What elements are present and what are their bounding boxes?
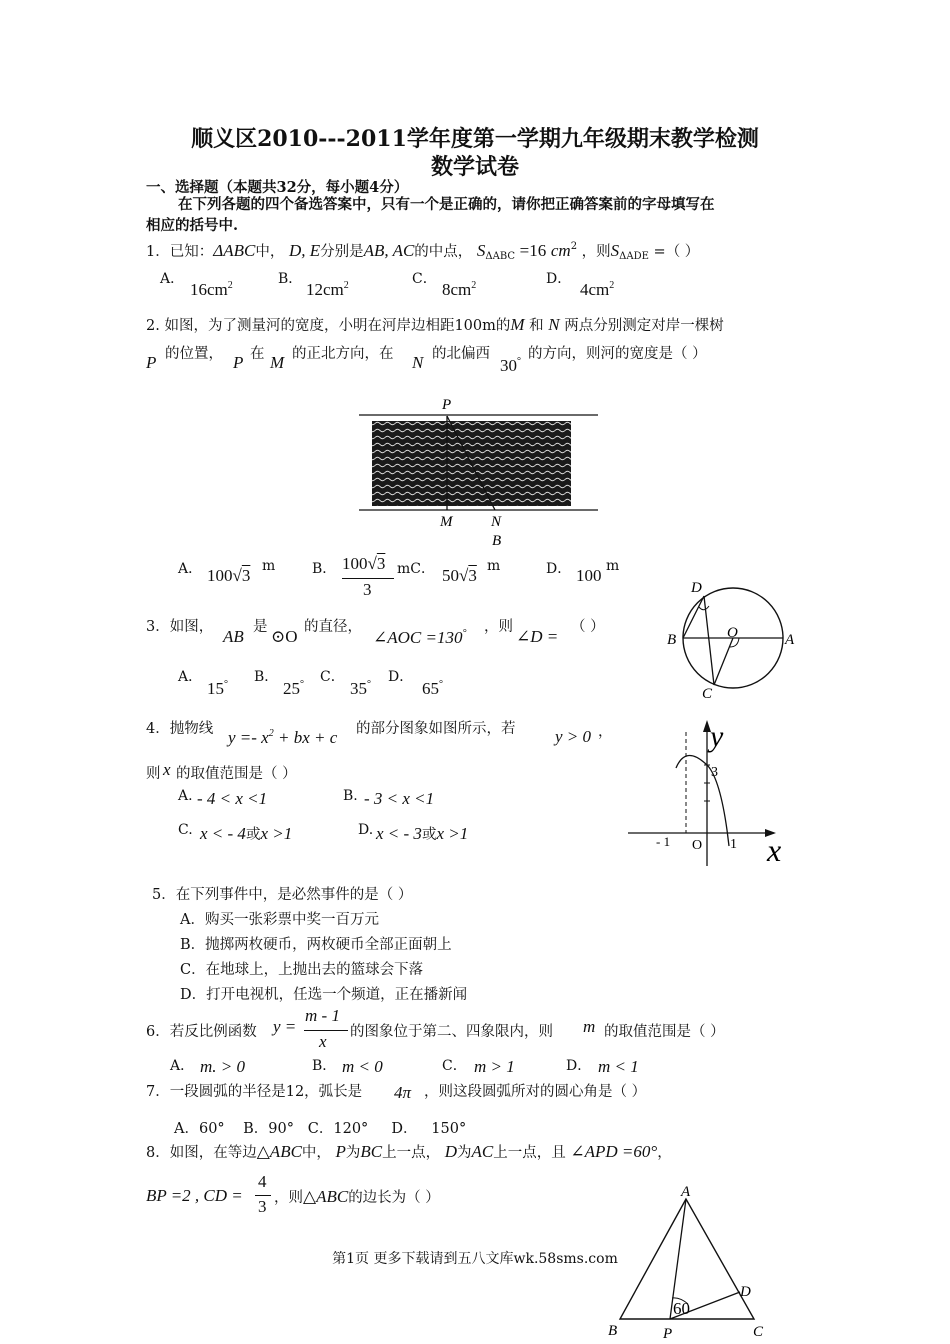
q6-option-c: C． xyxy=(442,1058,467,1074)
q5-option-b: B．抛掷两枚硬币，两枚硬币全部正面朝上 xyxy=(180,937,452,953)
question-3-text: 3．如图， xyxy=(146,619,214,635)
question-1: 1．已知：ΔABC中， D, E分别是AB, AC的中点， $S_{\Delta ABC} =16$ $cm^2$ ，则$S_{\Delta ADE}$ =（ ） xyxy=(146,241,700,262)
radius-oc xyxy=(714,638,733,685)
q2-option-b-num: 100√3 xyxy=(342,554,386,573)
q8-line2b: ，则△ABC的边长为（ ） xyxy=(274,1187,440,1206)
q6-option-b-value: m < 0 xyxy=(342,1057,383,1076)
q6-m: m xyxy=(583,1017,596,1036)
q3-option-b-value: 25° xyxy=(283,679,304,698)
q2-option-d-value: 100 xyxy=(576,566,602,585)
q3-option-c-value: 35° xyxy=(350,679,371,698)
label-origin: O xyxy=(692,838,703,853)
instruction-line1: 在下列各题的四个备选答案中，只有一个是正确的，请你把正确答案前的字母填写在 xyxy=(178,196,715,213)
q1-option-d-value: $4cm^2$ xyxy=(580,280,615,299)
q3-option-c: C． xyxy=(320,669,345,685)
q1-option-c-value: $8cm^2$ xyxy=(442,280,477,299)
circle-figure xyxy=(664,575,800,703)
q1-option-c: C． xyxy=(412,271,437,287)
q6-option-a: A． xyxy=(170,1058,195,1074)
q6-option-d-value: m < 1 xyxy=(598,1057,639,1076)
q2-line2e: 的方向，则河的宽度是（ ） xyxy=(528,346,707,362)
q2-p-label: P xyxy=(146,353,157,372)
q2-option-d-unit: m xyxy=(606,558,620,574)
label-n: N xyxy=(491,514,502,530)
q4-option-a: A. xyxy=(178,788,193,804)
q3-diam: 的直径， xyxy=(304,619,362,635)
q3-ab: AB xyxy=(223,627,244,646)
label-three: 3 xyxy=(711,765,718,780)
q1-option-a-value: $16cm^2$ xyxy=(190,280,233,299)
q2-option-c-unit: m xyxy=(487,558,501,574)
q3-d: ∠D = xyxy=(516,627,559,646)
q2-option-b-fracbar xyxy=(342,578,394,579)
q3-then: ，则 xyxy=(484,619,513,635)
q4-formula: $y =- x^2$ + bx + c xyxy=(228,728,338,747)
label-b: B xyxy=(608,1323,618,1339)
q1-triangle: ΔABC xyxy=(213,241,256,260)
q1-option-b: B． xyxy=(278,271,303,287)
q4-t2: 的部分图象如图所示，若 xyxy=(356,721,516,737)
page-footer: 第1页 更多下载请到五八文库wk.58sms.com xyxy=(332,1251,618,1267)
q1-option-b-value: $12cm^2$ xyxy=(306,280,349,299)
q2-line2d: 的北偏西 xyxy=(432,346,490,362)
q4-comma: ， xyxy=(598,724,613,740)
chord-db xyxy=(683,596,704,638)
section-heading: 一、选择题（本题共32分，每小题4分） xyxy=(146,179,409,196)
label-a: A xyxy=(785,632,795,648)
q6-num: m - 1 xyxy=(305,1006,340,1025)
q1-text: 1．已知： xyxy=(146,244,214,260)
q6-t2: 的图象位于第二、四象限内，则 xyxy=(350,1024,553,1040)
page-subtitle: 数学试卷 xyxy=(430,154,519,180)
q6-option-c-value: m > 1 xyxy=(474,1057,515,1076)
q4-x: x xyxy=(163,760,171,779)
q2-option-b: B． xyxy=(312,561,337,577)
label-x: x xyxy=(767,832,782,868)
q3-option-d: D． xyxy=(388,669,414,685)
label-c: C xyxy=(753,1324,764,1340)
q2-option-d: D． xyxy=(546,561,572,577)
q3-circle: ⊙O xyxy=(271,627,298,646)
q5-option-d: D．打开电视机，任选一个频道，正在播新闻 xyxy=(180,987,468,1003)
q8-frac-den: 3 xyxy=(258,1197,267,1216)
q6-option-d: D． xyxy=(566,1058,592,1074)
q4-line2b: 的取值范围是（ ） xyxy=(176,766,297,782)
page-title: 顺义区2010---2011学年度第一学期九年级期末教学检测 xyxy=(191,126,759,152)
q2-option-c-value: 50√3 xyxy=(442,566,477,585)
q4-option-d: D. xyxy=(358,822,374,838)
q6-fracbar xyxy=(304,1030,348,1031)
label-m: M xyxy=(440,514,453,530)
q3-option-b: B． xyxy=(254,669,279,685)
q4-cond: y > 0 xyxy=(555,727,592,746)
q3-is: 是 xyxy=(253,619,268,635)
instruction-line2: 相应的括号中. xyxy=(146,217,239,234)
question-4-text: 4．抛物线 xyxy=(146,721,214,737)
q2-line2a: 的位置， xyxy=(165,346,223,362)
q7-options: A．60° B．90° C．120° D． 150° xyxy=(174,1121,467,1137)
q4-option-d-value: x < - 3或x >1 xyxy=(376,824,469,843)
q3-bracket: （ ） xyxy=(571,619,605,635)
q1-option-a: A． xyxy=(160,271,185,287)
q1-option-d: D． xyxy=(546,271,572,287)
question-7-text: 7．一段圆弧的半径是12，弧长是 xyxy=(146,1084,363,1100)
q5-option-a: A．购买一张彩票中奖一百万元 xyxy=(180,912,379,928)
question-6-text: 6．若反比例函数 xyxy=(146,1024,257,1040)
q6-option-b: B． xyxy=(312,1058,337,1074)
q4-line2a: 则 xyxy=(146,766,161,782)
river-figure xyxy=(355,392,605,552)
label-p: P xyxy=(442,397,452,413)
q4-option-a-value: - 4 < x <1 xyxy=(197,789,268,808)
q4-option-b: B. xyxy=(343,788,358,804)
q2-option-b-unit: mC． xyxy=(397,561,435,577)
q2-option-b-den: 3 xyxy=(363,580,372,599)
label-c: C xyxy=(702,686,713,702)
q8-line2: BP =2 , CD = xyxy=(146,1186,243,1205)
label-p: P xyxy=(663,1326,673,1342)
label-d: D xyxy=(740,1284,751,1300)
label-a: A xyxy=(681,1184,691,1200)
q6-option-a-value: m. > 0 xyxy=(200,1057,245,1076)
q4-option-c-value: x < - 4或x >1 xyxy=(200,824,293,843)
label-y: y xyxy=(710,720,724,753)
parabola-figure xyxy=(620,714,800,870)
q5-option-c: C．在地球上，上抛出去的篮球会下落 xyxy=(180,962,424,978)
q2-option-a: A． xyxy=(178,561,203,577)
label-b: B xyxy=(667,632,677,648)
q4-option-c: C. xyxy=(178,822,193,838)
question-5-text: 5．在下列事件中，是必然事件的是（ ） xyxy=(152,887,413,903)
q8-frac-num: 4 xyxy=(258,1172,267,1191)
q7-t2: ，则这段圆弧所对的圆心角是（ ） xyxy=(424,1084,647,1100)
label-o: O xyxy=(727,625,738,641)
q3-option-a-value: 15° xyxy=(207,679,228,698)
q2-m-label: M xyxy=(270,353,285,372)
q2-p-label-2: P xyxy=(233,353,244,372)
label-b: B xyxy=(492,533,502,549)
q8-fracbar xyxy=(255,1195,271,1196)
q2-angle: 30° xyxy=(500,356,521,375)
q2-option-a-value: 100√3 xyxy=(207,566,251,585)
q6-t3: 的取值范围是（ ） xyxy=(604,1024,725,1040)
q3-angle: ∠AOC =130° xyxy=(373,628,467,647)
q1-points: D, E xyxy=(288,241,321,260)
q2-line2b: 在 xyxy=(250,346,265,362)
label-d: D xyxy=(691,580,702,596)
question-8-line1: 8．如图，在等边△ABC中， P为BC上一点， D为AC上一点，且 ∠APD =60°， xyxy=(146,1142,672,1161)
question-2-line1: 2. 如图，为了测量河的宽度，小明在河岸边相距100m的M 和 N 两点分别测定对岸一棵树 xyxy=(146,315,724,334)
q2-line2c: 的正北方向，在 xyxy=(292,346,394,362)
q4-option-b-value: - 3 < x <1 xyxy=(364,789,435,808)
label-one: 1 xyxy=(730,837,737,852)
label-angle: 60 xyxy=(673,1299,690,1318)
q2-n-label: N xyxy=(412,353,424,372)
q6-den: x xyxy=(319,1032,327,1051)
q3-option-d-value: 65° xyxy=(422,679,443,698)
q3-option-a: A． xyxy=(178,669,203,685)
q2-option-a-unit: m xyxy=(262,558,276,574)
q6-y: y = xyxy=(273,1017,297,1036)
q7-pi: 4π xyxy=(394,1083,412,1102)
angle-d-arc xyxy=(699,606,709,610)
label-neg1: - 1 xyxy=(656,834,671,849)
